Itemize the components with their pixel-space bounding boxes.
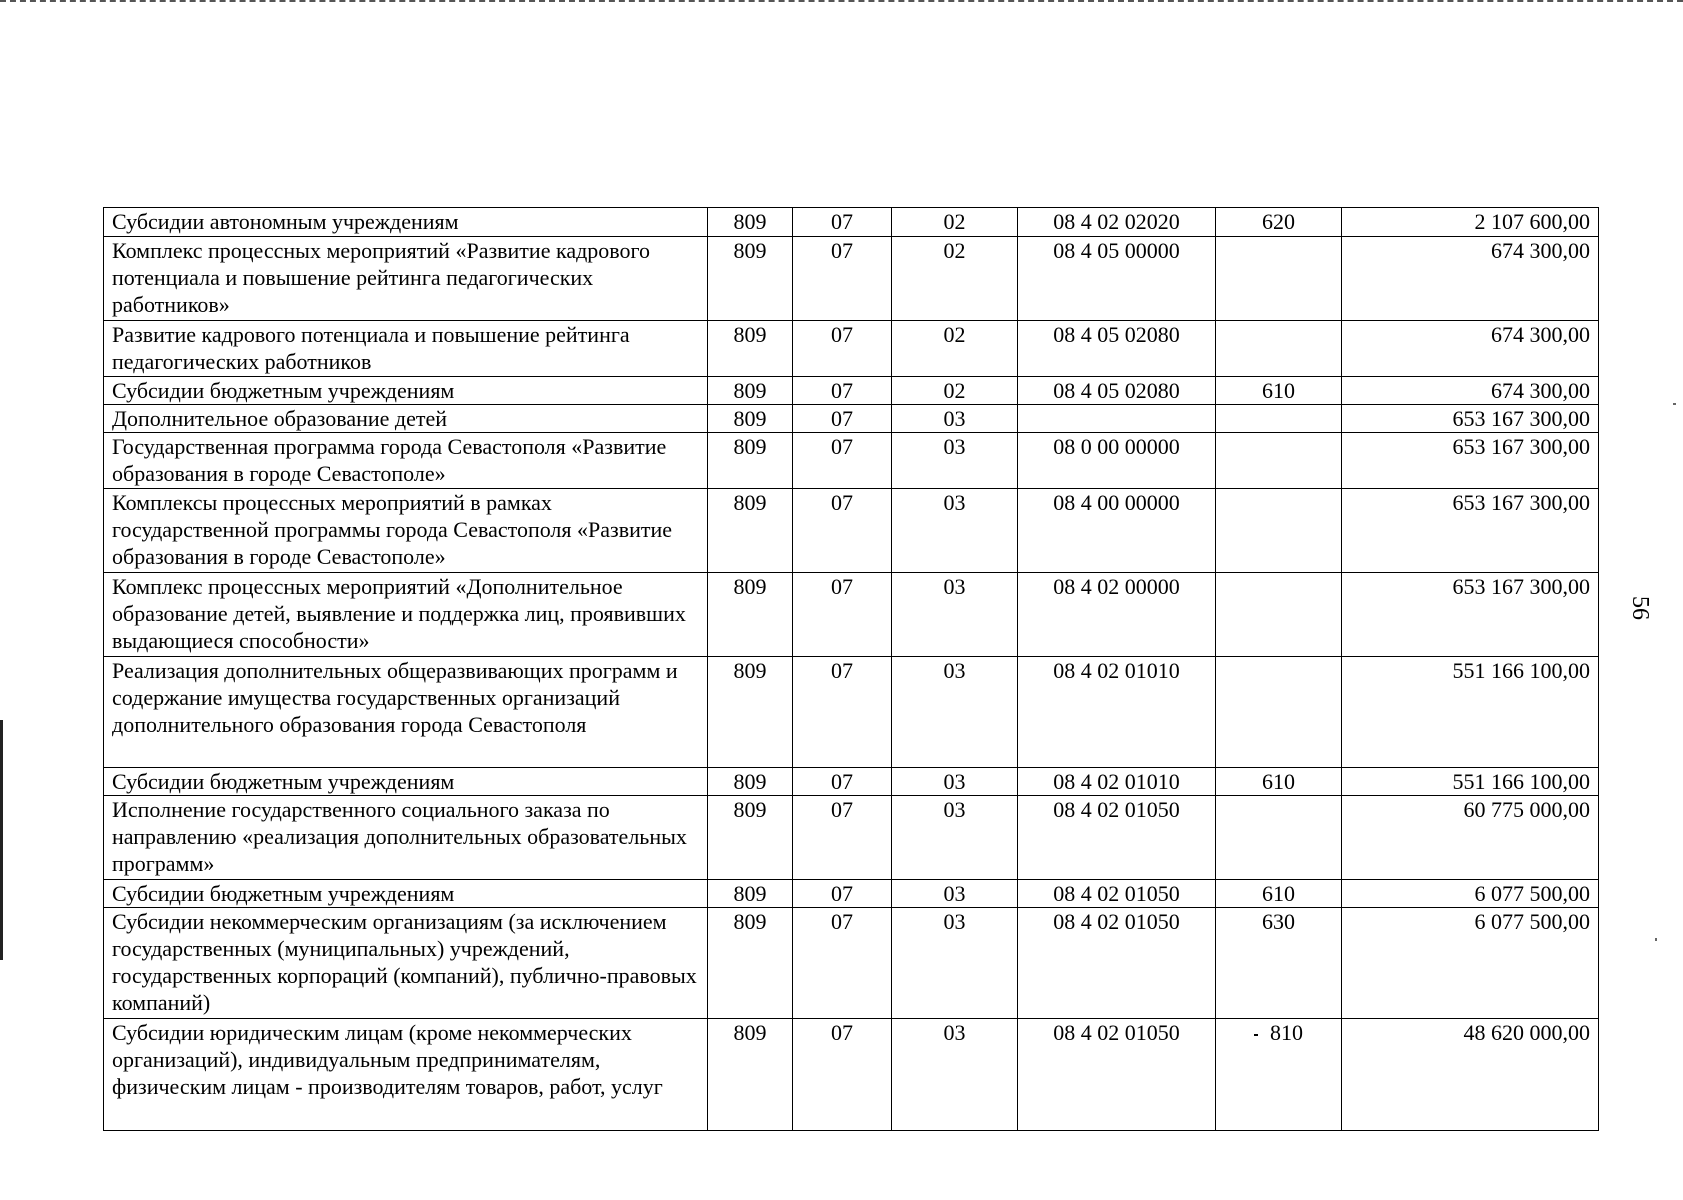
row-pr: 03 [892, 489, 1018, 573]
row-rz: 07 [793, 433, 892, 489]
row-rz: 07 [793, 796, 892, 880]
row-rz: 07 [793, 908, 892, 1019]
row-csr: 08 4 05 02080 [1018, 321, 1216, 377]
row-sum: 551 166 100,00 [1342, 657, 1599, 768]
row-sum: 653 167 300,00 [1342, 405, 1599, 433]
row-ved: 809 [708, 880, 793, 908]
row-vr: 610 [1216, 377, 1342, 405]
row-pr: 02 [892, 321, 1018, 377]
row-csr: 08 4 02 01050 [1018, 880, 1216, 908]
row-rz: 07 [793, 377, 892, 405]
row-sum: 674 300,00 [1342, 321, 1599, 377]
row-ved: 809 [708, 321, 793, 377]
row-csr: 08 4 02 01050 [1018, 908, 1216, 1019]
row-csr: 08 4 02 01010 [1018, 657, 1216, 768]
row-ved: 809 [708, 489, 793, 573]
row-vr [1216, 657, 1342, 768]
row-name: Развитие кадрового потенциала и повышение рейтинга педагогических работников [104, 321, 708, 377]
row-ved: 809 [708, 796, 793, 880]
row-ved: 809 [708, 657, 793, 768]
scan-edge-top [0, 0, 1683, 2]
row-rz: 07 [793, 489, 892, 573]
row-sum: 674 300,00 [1342, 377, 1599, 405]
row-vr-cell [1216, 1019, 1342, 1131]
row-csr: 08 4 02 01050 [1018, 796, 1216, 880]
row-csr: 08 4 02 02020 [1018, 208, 1216, 237]
row-rz: 07 [793, 237, 892, 321]
row-csr: 08 4 05 00000 [1018, 237, 1216, 321]
row-csr [1018, 405, 1216, 433]
row-ved: 809 [708, 237, 793, 321]
row-vr [1216, 321, 1342, 377]
row-name: Субсидии бюджетным учреждениям [104, 880, 708, 908]
row-sum: 48 620 000,00 [1342, 1019, 1599, 1131]
table-row [104, 796, 1599, 880]
row-ved: 809 [708, 377, 793, 405]
row-ved: 809 [708, 405, 793, 433]
row-vr [1216, 573, 1342, 657]
table-row [104, 433, 1599, 489]
row-ved: 809 [708, 1019, 793, 1131]
table-row [104, 321, 1599, 377]
row-name: Исполнение государственного социального заказа по направлению «реализация дополнительных образовательных программ» [104, 796, 708, 880]
row-csr: 08 4 00 00000 [1018, 489, 1216, 573]
row-name: Субсидии бюджетным учреждениям [104, 768, 708, 796]
row-rz: 07 [793, 573, 892, 657]
table-row [104, 377, 1599, 405]
row-rz: 07 [793, 321, 892, 377]
row-name: Субсидии некоммерческим организациям (за исключением государственных (муниципальных) учреждений, государственных корпораций (компаний), публично-правовых компаний) [104, 908, 708, 1019]
scan-speck [1673, 403, 1676, 405]
row-name: Дополнительное образование детей [104, 405, 708, 433]
row-vr [1216, 796, 1342, 880]
scan-speck [1655, 938, 1657, 941]
row-vr [1216, 433, 1342, 489]
row-name: Комплекс процессных мероприятий «Развитие кадрового потенциала и повышение рейтинга педагогических работников» [104, 237, 708, 321]
row-sum: 60 775 000,00 [1342, 796, 1599, 880]
table-row [104, 489, 1599, 573]
row-pr: 03 [892, 657, 1018, 768]
row-rz: 07 [793, 208, 892, 237]
row-ved: 809 [708, 768, 793, 796]
row-sum: 6 077 500,00 [1342, 908, 1599, 1019]
row-vr [1216, 489, 1342, 573]
row-csr: 08 4 02 01010 [1018, 768, 1216, 796]
row-pr: 03 [892, 908, 1018, 1019]
row-name: Субсидии автономным учреждениям [104, 208, 708, 237]
row-rz: 07 [793, 405, 892, 433]
row-vr: 620 [1216, 208, 1342, 237]
row-vr: 610 [1216, 880, 1342, 908]
row-sum: 6 077 500,00 [1342, 880, 1599, 908]
row-pr: 03 [892, 1019, 1018, 1131]
row-pr: 03 [892, 880, 1018, 908]
row-name: Субсидии юридическим лицам (кроме некоммерческих организаций), индивидуальным предпринимателям, физическим лицам - производителям товаров, работ, услуг [104, 1019, 708, 1131]
row-pr: 02 [892, 208, 1018, 237]
row-ved: 809 [708, 433, 793, 489]
table-row [104, 657, 1599, 768]
row-pr: 02 [892, 377, 1018, 405]
row-ved: 809 [708, 908, 793, 1019]
row-pr: 03 [892, 768, 1018, 796]
row-rz: 07 [793, 880, 892, 908]
row-pr: 02 [892, 237, 1018, 321]
table-row [104, 405, 1599, 433]
row-vr [1216, 405, 1342, 433]
row-pr: 03 [892, 796, 1018, 880]
row-ved: 809 [708, 208, 793, 237]
row-csr: 08 4 02 00000 [1018, 573, 1216, 657]
row-pr: 03 [892, 573, 1018, 657]
row-rz: 07 [793, 1019, 892, 1131]
row-csr: 08 4 02 01050 [1018, 1019, 1216, 1131]
table-row [104, 208, 1599, 237]
row-sum: 551 166 100,00 [1342, 768, 1599, 796]
row-sum: 674 300,00 [1342, 237, 1599, 321]
scan-speck [1254, 1034, 1258, 1036]
row-csr: 08 0 00 00000 [1018, 433, 1216, 489]
row-rz: 07 [793, 657, 892, 768]
row-vr: 810 [1270, 1020, 1303, 1045]
table-row [104, 908, 1599, 1019]
row-ved: 809 [708, 573, 793, 657]
table-row [104, 573, 1599, 657]
row-csr: 08 4 05 02080 [1018, 377, 1216, 405]
table-row [104, 880, 1599, 908]
row-sum: 653 167 300,00 [1342, 573, 1599, 657]
row-sum: 653 167 300,00 [1342, 489, 1599, 573]
scan-edge-left-mark [0, 720, 3, 960]
row-rz: 07 [793, 768, 892, 796]
page-number: 56 [1627, 596, 1653, 620]
row-name: Реализация дополнительных общеразвивающих программ и содержание имущества государственных организаций дополнительного образования города Севастополя [104, 657, 708, 768]
row-name: Субсидии бюджетным учреждениям [104, 377, 708, 405]
row-name: Комплексы процессных мероприятий в рамках государственной программы города Севастополя «Развитие образования в городе Севастополе» [104, 489, 708, 573]
row-vr [1216, 237, 1342, 321]
row-sum: 653 167 300,00 [1342, 433, 1599, 489]
row-pr: 03 [892, 405, 1018, 433]
row-vr: 630 [1216, 908, 1342, 1019]
row-name: Государственная программа города Севастополя «Развитие образования в городе Севастополе» [104, 433, 708, 489]
budget-table [103, 207, 1599, 1131]
row-vr: 610 [1216, 768, 1342, 796]
row-sum: 2 107 600,00 [1342, 208, 1599, 237]
table-row [104, 237, 1599, 321]
row-name: Комплекс процессных мероприятий «Дополнительное образование детей, выявление и поддержка лиц, проявивших выдающиеся способности» [104, 573, 708, 657]
row-pr: 03 [892, 433, 1018, 489]
table-row [104, 1019, 1599, 1131]
table-row [104, 768, 1599, 796]
